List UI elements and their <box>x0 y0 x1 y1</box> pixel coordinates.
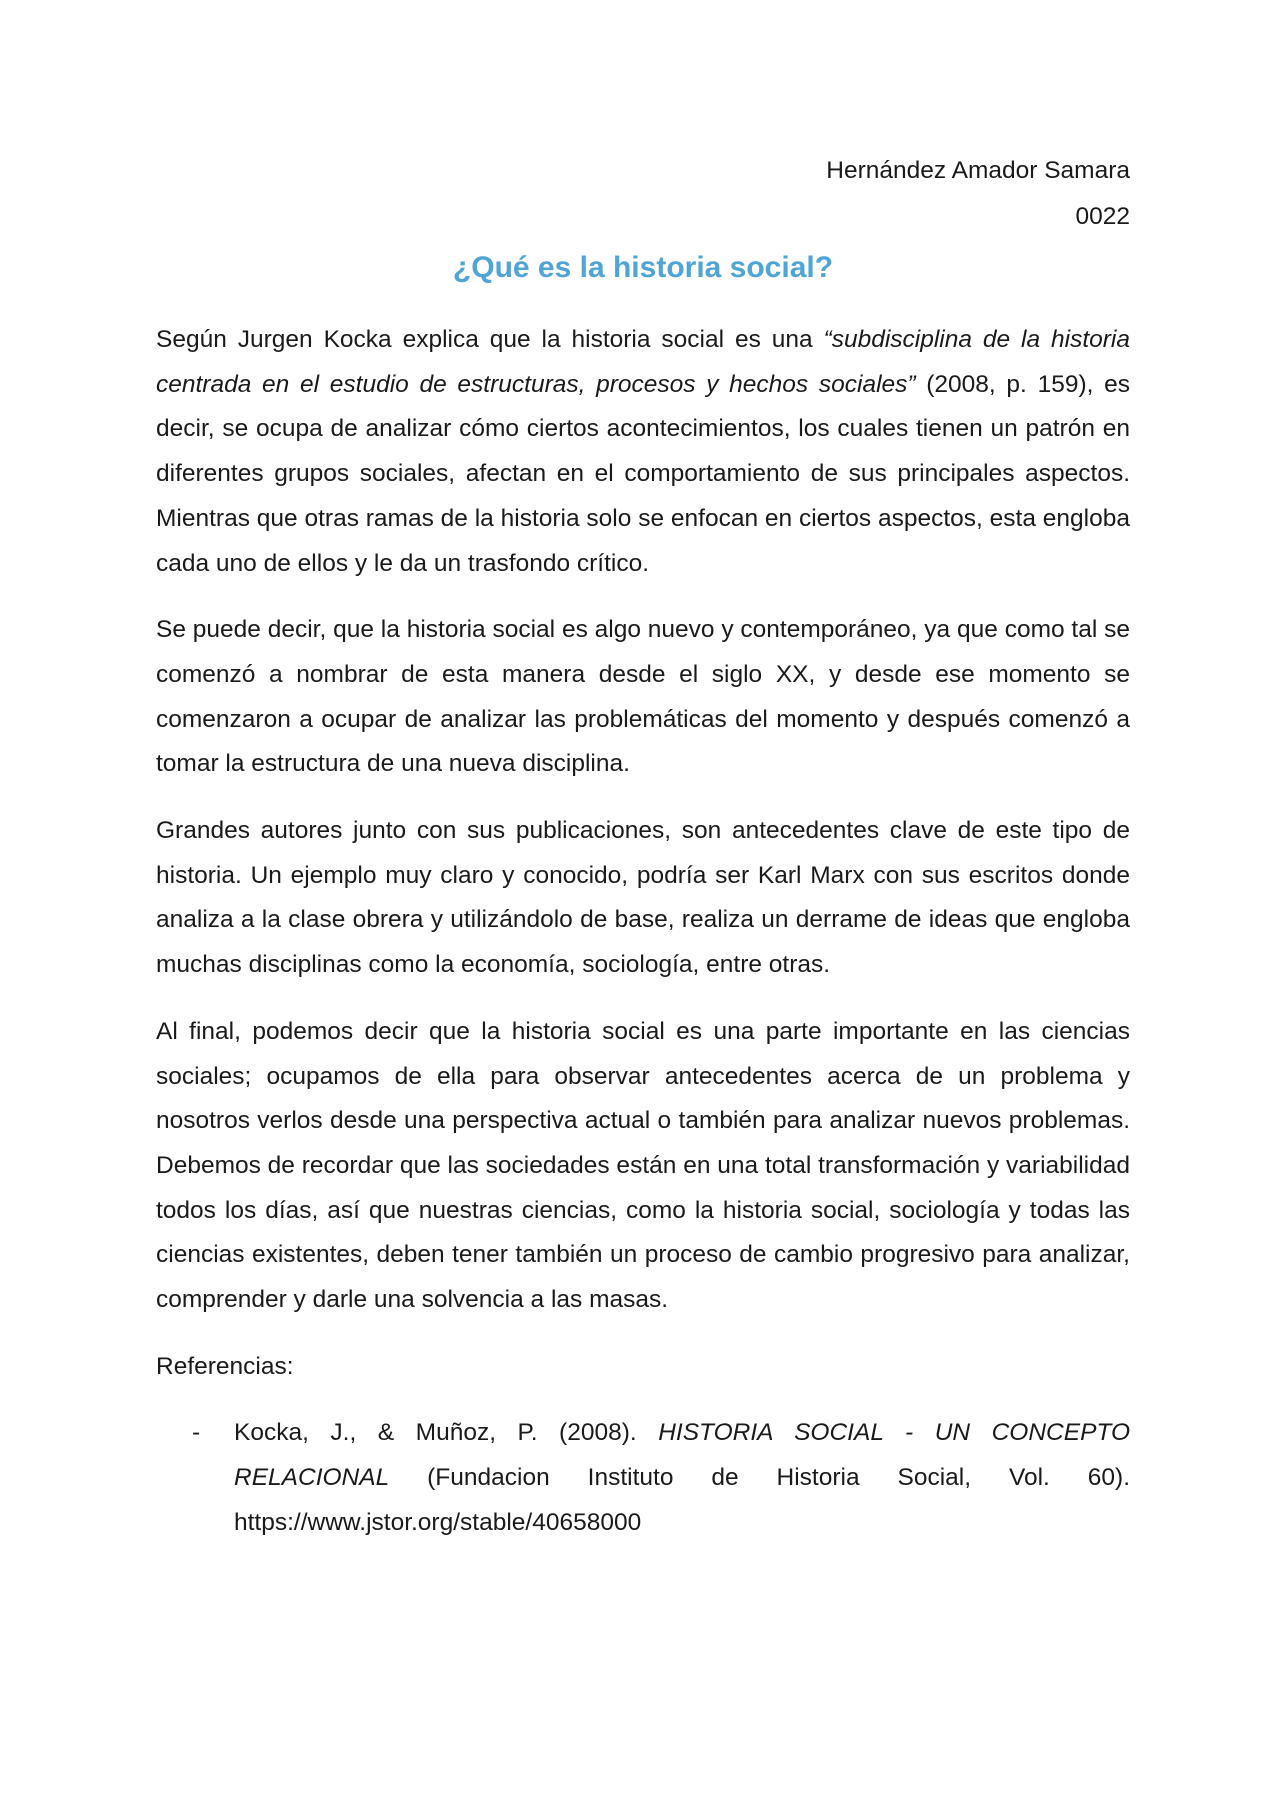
reference-item <box>156 1411 1130 1545</box>
paragraph-4: Al final, podemos decir que la historia social es una parte importante en las ciencias sociales; ocupamos de ella para observar antecedentes acerca de un problema y nosotros verlos desde una perspectiva actual o también para analizar nuevos problemas. Debemos de recordar que las sociedades están en una total transformación y variabilidad todos los días, así que nuestras ciencias, como la historia social, sociología y todas las ciencias existentes, deben tener también un proceso de cambio progresivo para analizar, comprender y darle una solvencia a las masas. <box>156 1017 1130 1314</box>
reference-source: (Fundacion Instituto de Historia Social, Vol. 60). https://www.jstor.org/stable/40658000 <box>234 1464 1130 1536</box>
document-title: ¿Qué es la historia social? <box>452 251 834 284</box>
list-dash: - <box>192 1419 201 1447</box>
references-heading: Referencias: <box>156 1352 294 1380</box>
paragraph-1-intro: Según Jurgen Kocka explica que la historia social es una <box>156 326 824 353</box>
student-number: 0022 <box>1075 203 1130 230</box>
reference-title: HISTORIA SOCIAL - UN CONCEPTO RELACIONAL <box>234 1419 1131 1492</box>
paragraph-1-rest: (2008, p. 159), es decir, se ocupa de analizar cómo ciertos acontecimientos, los cuales tienen un patrón en diferentes grupos sociales, afectan en el comportamiento de sus principales aspectos. Mientras que otras ramas de la historia solo se enfocan en ciertos aspectos, esta engloba cada uno de ellos y le da un trasfondo crítico. <box>156 370 1130 577</box>
paragraph-1-quote: “subdisciplina de la historia centrada en el estudio de estructuras, procesos y hechos sociales” <box>156 326 1130 398</box>
paragraph-2: Se puede decir, que la historia social es algo nuevo y contemporáneo, ya que como tal se comenzó a nombrar de esta manera desde el siglo XX, y desde ese momento se comenzaron a ocupar de analizar las problemáticas del momento y después comenzó a tomar la estructura de una nueva disciplina. <box>156 616 1130 778</box>
reference-authors: Kocka, J., & Muñoz, P. (2008). <box>234 1419 659 1447</box>
paragraph-3: Grandes autores junto con sus publicaciones, son antecedentes clave de este tipo de historia. Un ejemplo muy claro y conocido, podría ser Karl Marx con sus escritos donde analiza a la clase obrera y utilizándolo de base, realiza un derrame de ideas que engloba muchas disciplinas como la economía, sociología, entre otras. <box>156 817 1130 979</box>
author-name: Hernández Amador Samara <box>826 157 1130 184</box>
paragraph-1 <box>156 318 1130 586</box>
document-page <box>156 148 1130 1546</box>
